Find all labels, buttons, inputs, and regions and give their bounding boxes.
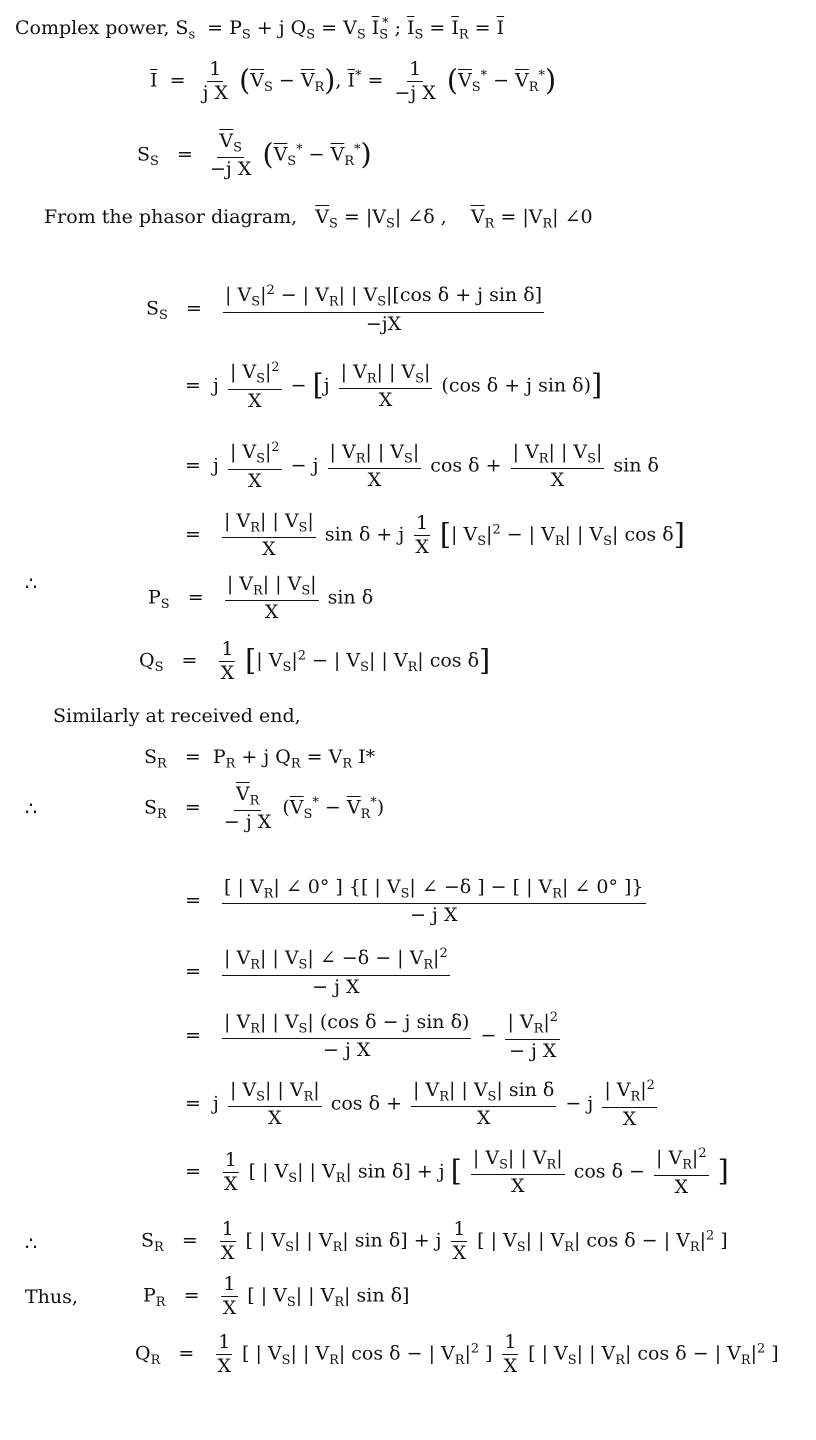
qs-equation: $Q_S$ = $\frac{1}{X}$ [| $V_S|^2$ − | $V_S|$ | $V_R|$ cos δ] [139,638,491,684]
ss-derivation-1: $S_S$ = $\frac{| V_S|^2 - | V_R| | V_S|[\cos \delta + j \sin \delta]}{-jX}$ [146,283,543,335]
sr-derivation-2: = $\frac{| V_R| | V_S| \angle -\delta - | V_R|^2}{\text{− j X}}$ [185,946,448,998]
sr-final: $S_R$ = $\frac{1}{X}$ [ | $V_S|$ | $V_R|$ sin δ] + j $\frac{1}{X}$ [ | $V_S|$ | $V_R|$ cos δ − | $V_R|^2$ ] [141,1218,728,1264]
sr-derivation-3: = $\frac{| V_R| | V_S| (\cos \delta - j \sin \delta)}{\text{− j X}}$ − $\frac{| V_R|^2}{\text{− j X}}$ [185,1010,558,1062]
sr-derivation-4: = j $\frac{| V_S| | V_R|}{X}$ cos δ + $\frac{| V_R| | V_S| \sin \delta}{X}$ − j $\frac{| V_R|^2}{X}$ [185,1078,655,1130]
therefore-symbol: ∴ [25,1233,38,1255]
thus-text: Thus, [25,1286,78,1308]
phasor-diagram-statement: From the phasor diagram, $\overline{V}_S = |V_S|$ ∠δ , $\overline{V}_R = |V_R|$ ∠0 [44,206,593,232]
ss-expression: $S_S$ = $\frac{\overline{V}_S}{\text{−j X}}$ $(\overline{V}_S^* - \overline{V}_R^*)$ [137,130,372,181]
current-equation: $\overline{I}$ = $\frac{1}{\text{j X}}$ $(\overline{V}_S - \overline{V}_R)$, $\overline{I}^*$ = $\frac{1}{\text{−j X}}$ $(\overline{V}_S^* - \overline{V}_R^*)$ [150,58,557,104]
ss-derivation-2: = j $\frac{| V_S|^2}{X}$ − [j $\frac{| V_R| | V_S|}{X}$ (cos δ + j sin δ)] [185,360,603,412]
therefore-symbol: ∴ [25,798,38,820]
qr-equation: $Q_R$ = $\frac{1}{X}$ [ | $V_S|$ | $V_R|$ cos δ − | $V_R|^2$ ] $\frac{1}{X}$ [ | $V_S|$ | $V_R|$ cos δ − | $V_R|^2$ ] [135,1331,779,1377]
sr-expression: $S_R$ = $\frac{\overline{V}_R}{\text{− j X}}$ $(\overline{V}_S^* - \overline{V}_R^*)$ [144,783,385,834]
complex-power-definition: Complex power, $S_s = P_S + j$ $Q_S = V_S$ $\overline{I}_S^*$ ; $\overline{I}_S = \overline{I}_R = \overline{I}$ [15,16,505,43]
similarly-text: Similarly at received end, [53,705,301,727]
sr-derivation-5: = $\frac{1}{X}$ [ | $V_S|$ | $V_R|$ sin δ] + j [ $\frac{| V_S| | V_R|}{X}$ cos δ − $\frac{| V_R|^2}{X}$ ] [185,1146,729,1198]
pr-equation: $P_R$ = $\frac{1}{X}$ [ | $V_S|$ | $V_R|$ sin δ] [143,1273,410,1319]
therefore-symbol: ∴ [25,573,38,595]
ss-derivation-3: = j $\frac{| V_S|^2}{X}$ − j $\frac{| V_R| | V_S|}{X}$ cos δ + $\frac{| V_R| | V_S|}{X}$ sin δ [185,440,659,492]
ss-derivation-4: = $\frac{| V_R| | V_S|}{X}$ sin δ + j $\frac{1}{X}$ [| $V_S|^2$ − | $V_R|$ | $V_S|$ cos δ] [185,510,685,561]
sr-derivation-1: = $\frac{[ | V_R| \angle 0^\circ ] \{[ | V_S| \angle -\delta ] - [ | V_R| \angle 0^\circ ]\}}{\text{− j X}}$ [185,876,644,927]
sr-definition: $S_R = P_R + j$ $Q_R = V_R$ I* [144,746,376,772]
ps-equation: $P_S$ = $\frac{| V_R| | V_S|}{X}$ sin δ [148,573,374,624]
